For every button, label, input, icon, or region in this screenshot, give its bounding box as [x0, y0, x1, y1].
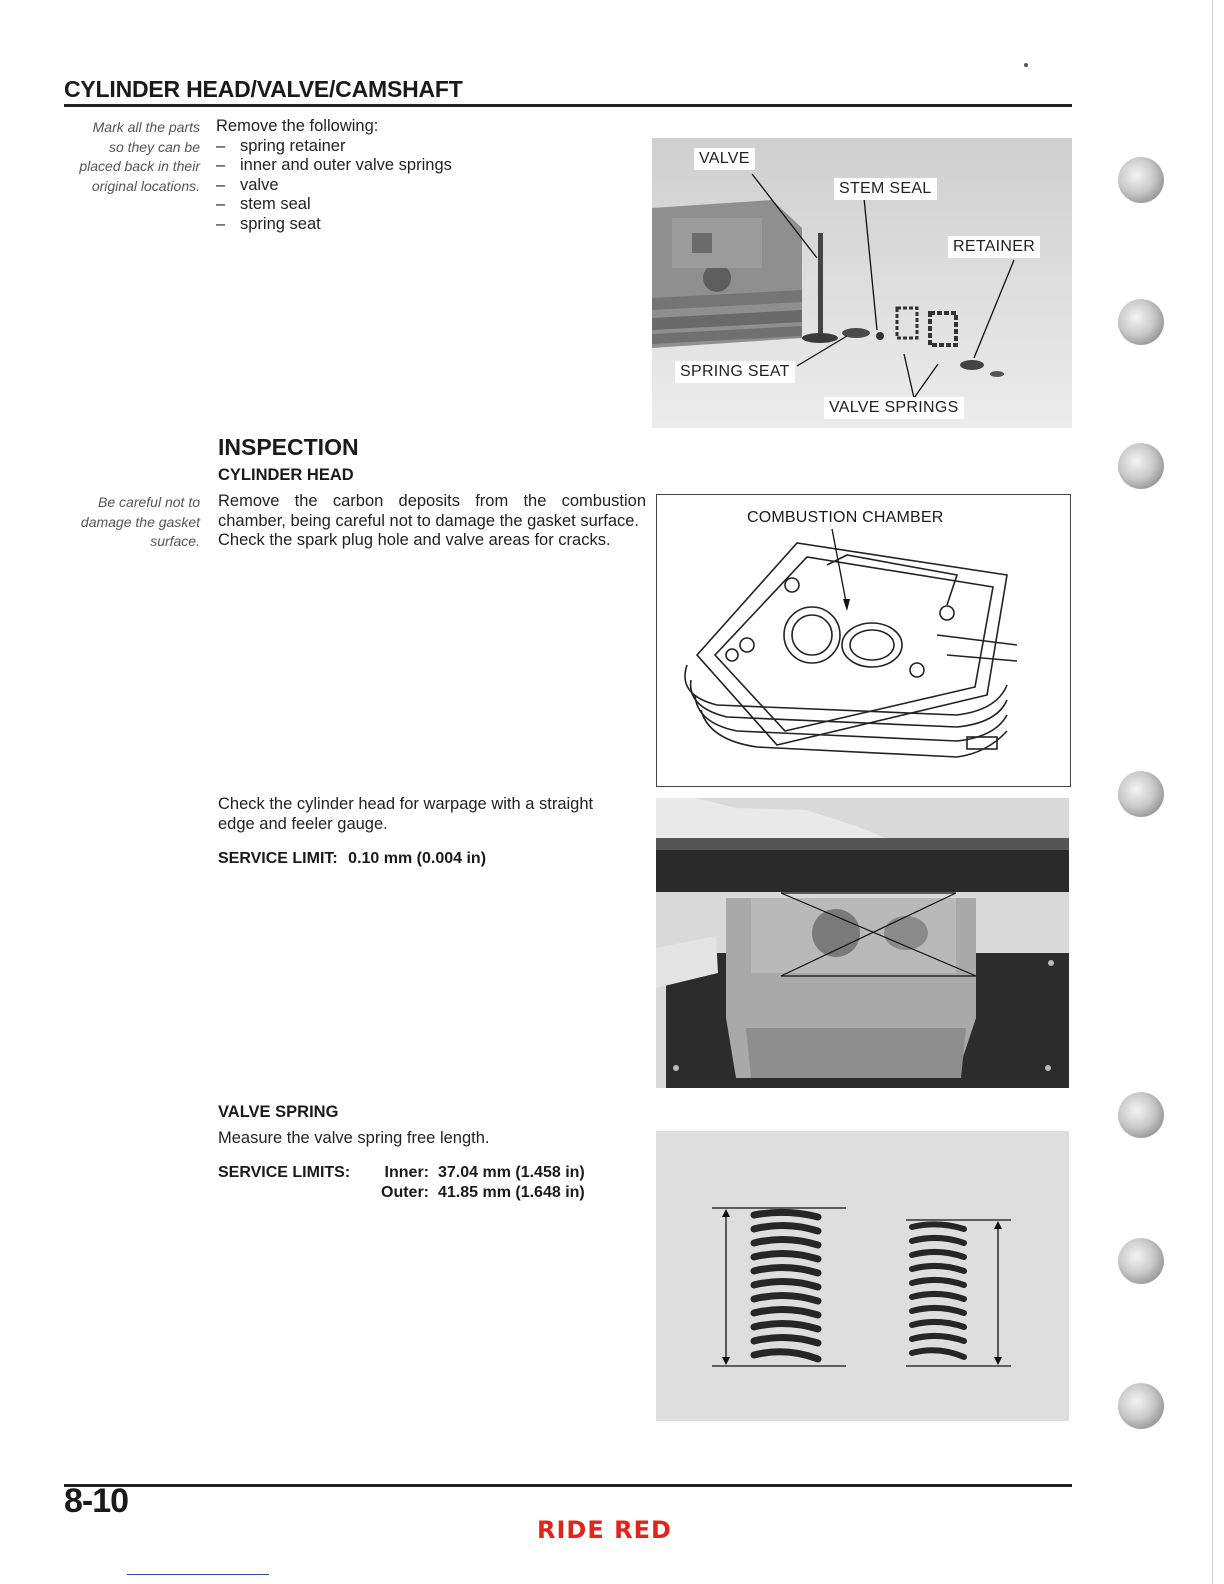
binder-hole [1118, 771, 1164, 817]
page-title: CYLINDER HEAD/VALVE/CAMSHAFT [64, 76, 463, 102]
cylinder-head-side-note [60, 493, 200, 552]
spec-row-inner [218, 1164, 638, 1182]
inner-value: 37.04 mm (1.458 in) [438, 1164, 585, 1181]
list-item: – spring retainer [216, 137, 636, 157]
binder-hole [1118, 1383, 1164, 1429]
inner-label: Inner: [384, 1164, 429, 1181]
binder-hole [1118, 1238, 1164, 1284]
side-note-line: so they can be [108, 138, 200, 155]
carbon-paragraph: Remove the carbon deposits from the combustion chamber, being careful not to damage the gasket surface. [218, 492, 646, 530]
brand-logo: RIDE RED [537, 1516, 672, 1544]
warpage-text [218, 795, 648, 834]
valve-springs-photo [656, 1131, 1069, 1421]
binder-hole [1118, 1092, 1164, 1138]
list-item: – inner and outer valve springs [216, 156, 636, 176]
warpage-illustration [656, 798, 1069, 1088]
warpage-photo [656, 798, 1069, 1088]
warpage-service-limit [218, 850, 486, 868]
removal-instructions [216, 117, 636, 234]
spec-value: 0.10 mm (0.004 in) [348, 850, 487, 867]
outer-label: Outer: [381, 1184, 429, 1201]
binder-hole [1118, 443, 1164, 489]
label-spring-seat: SPRING SEAT [675, 361, 795, 383]
combustion-chamber-drawing [657, 495, 1070, 786]
valve-spring-service-limits [218, 1164, 638, 1202]
header-rule [64, 104, 1072, 107]
brand-underline [127, 1574, 269, 1575]
side-note-line: surface. [150, 533, 200, 549]
side-note-line: placed back in their [79, 158, 200, 174]
label-valve: VALVE [694, 148, 755, 170]
removal-intro: Remove the following: [216, 117, 379, 135]
spacer [218, 1184, 370, 1202]
page-dot [1024, 63, 1028, 67]
list-item: – stem seal [216, 195, 636, 215]
combustion-chamber-figure [656, 494, 1071, 787]
side-note-line: damage the gasket [80, 513, 200, 530]
spec-label: SERVICE LIMIT: [218, 850, 338, 867]
list-item: – valve [216, 176, 636, 196]
valve-springs-illustration [656, 1131, 1069, 1421]
valve-parts-photo [652, 138, 1072, 428]
outer-value: 41.85 mm (1.648 in) [438, 1184, 585, 1201]
cylinder-head-heading: CYLINDER HEAD [218, 466, 354, 484]
list-item: – spring seat [216, 215, 636, 235]
label-valve-springs: VALVE SPRINGS [824, 397, 964, 419]
label-combustion-chamber: COMBUSTION CHAMBER [747, 509, 944, 526]
valve-spring-text: Measure the valve spring free length. [218, 1129, 490, 1147]
cracks-paragraph: Check the spark plug hole and valve areas for cracks. [218, 531, 611, 549]
side-note-line: Be careful not to [98, 494, 200, 510]
inner-spring [912, 1224, 964, 1357]
valve-spring-heading: VALVE SPRING [218, 1103, 339, 1121]
page-edge [1212, 0, 1213, 1584]
cylinder-head-text [218, 492, 646, 551]
warpage-line-1: Check the cylinder head for warpage with a straight [218, 795, 594, 813]
binder-hole [1118, 299, 1164, 345]
removal-list [216, 137, 636, 235]
binder-hole [1118, 157, 1164, 203]
warpage-line-2: edge and feeler gauge. [218, 814, 388, 833]
outer-spring [754, 1212, 818, 1359]
spec-label: SERVICE LIMITS: [218, 1164, 351, 1181]
page-number: 8-10 [64, 1482, 129, 1520]
footer-rule [64, 1484, 1072, 1487]
removal-side-note [60, 118, 200, 196]
spec-row-outer [218, 1184, 638, 1202]
side-note-line: original locations. [91, 177, 200, 194]
label-retainer: RETAINER [948, 236, 1040, 258]
inspection-heading: INSPECTION [218, 434, 359, 460]
label-stem-seal: STEM SEAL [834, 178, 937, 200]
side-note-line: Mark all the parts [92, 119, 200, 135]
